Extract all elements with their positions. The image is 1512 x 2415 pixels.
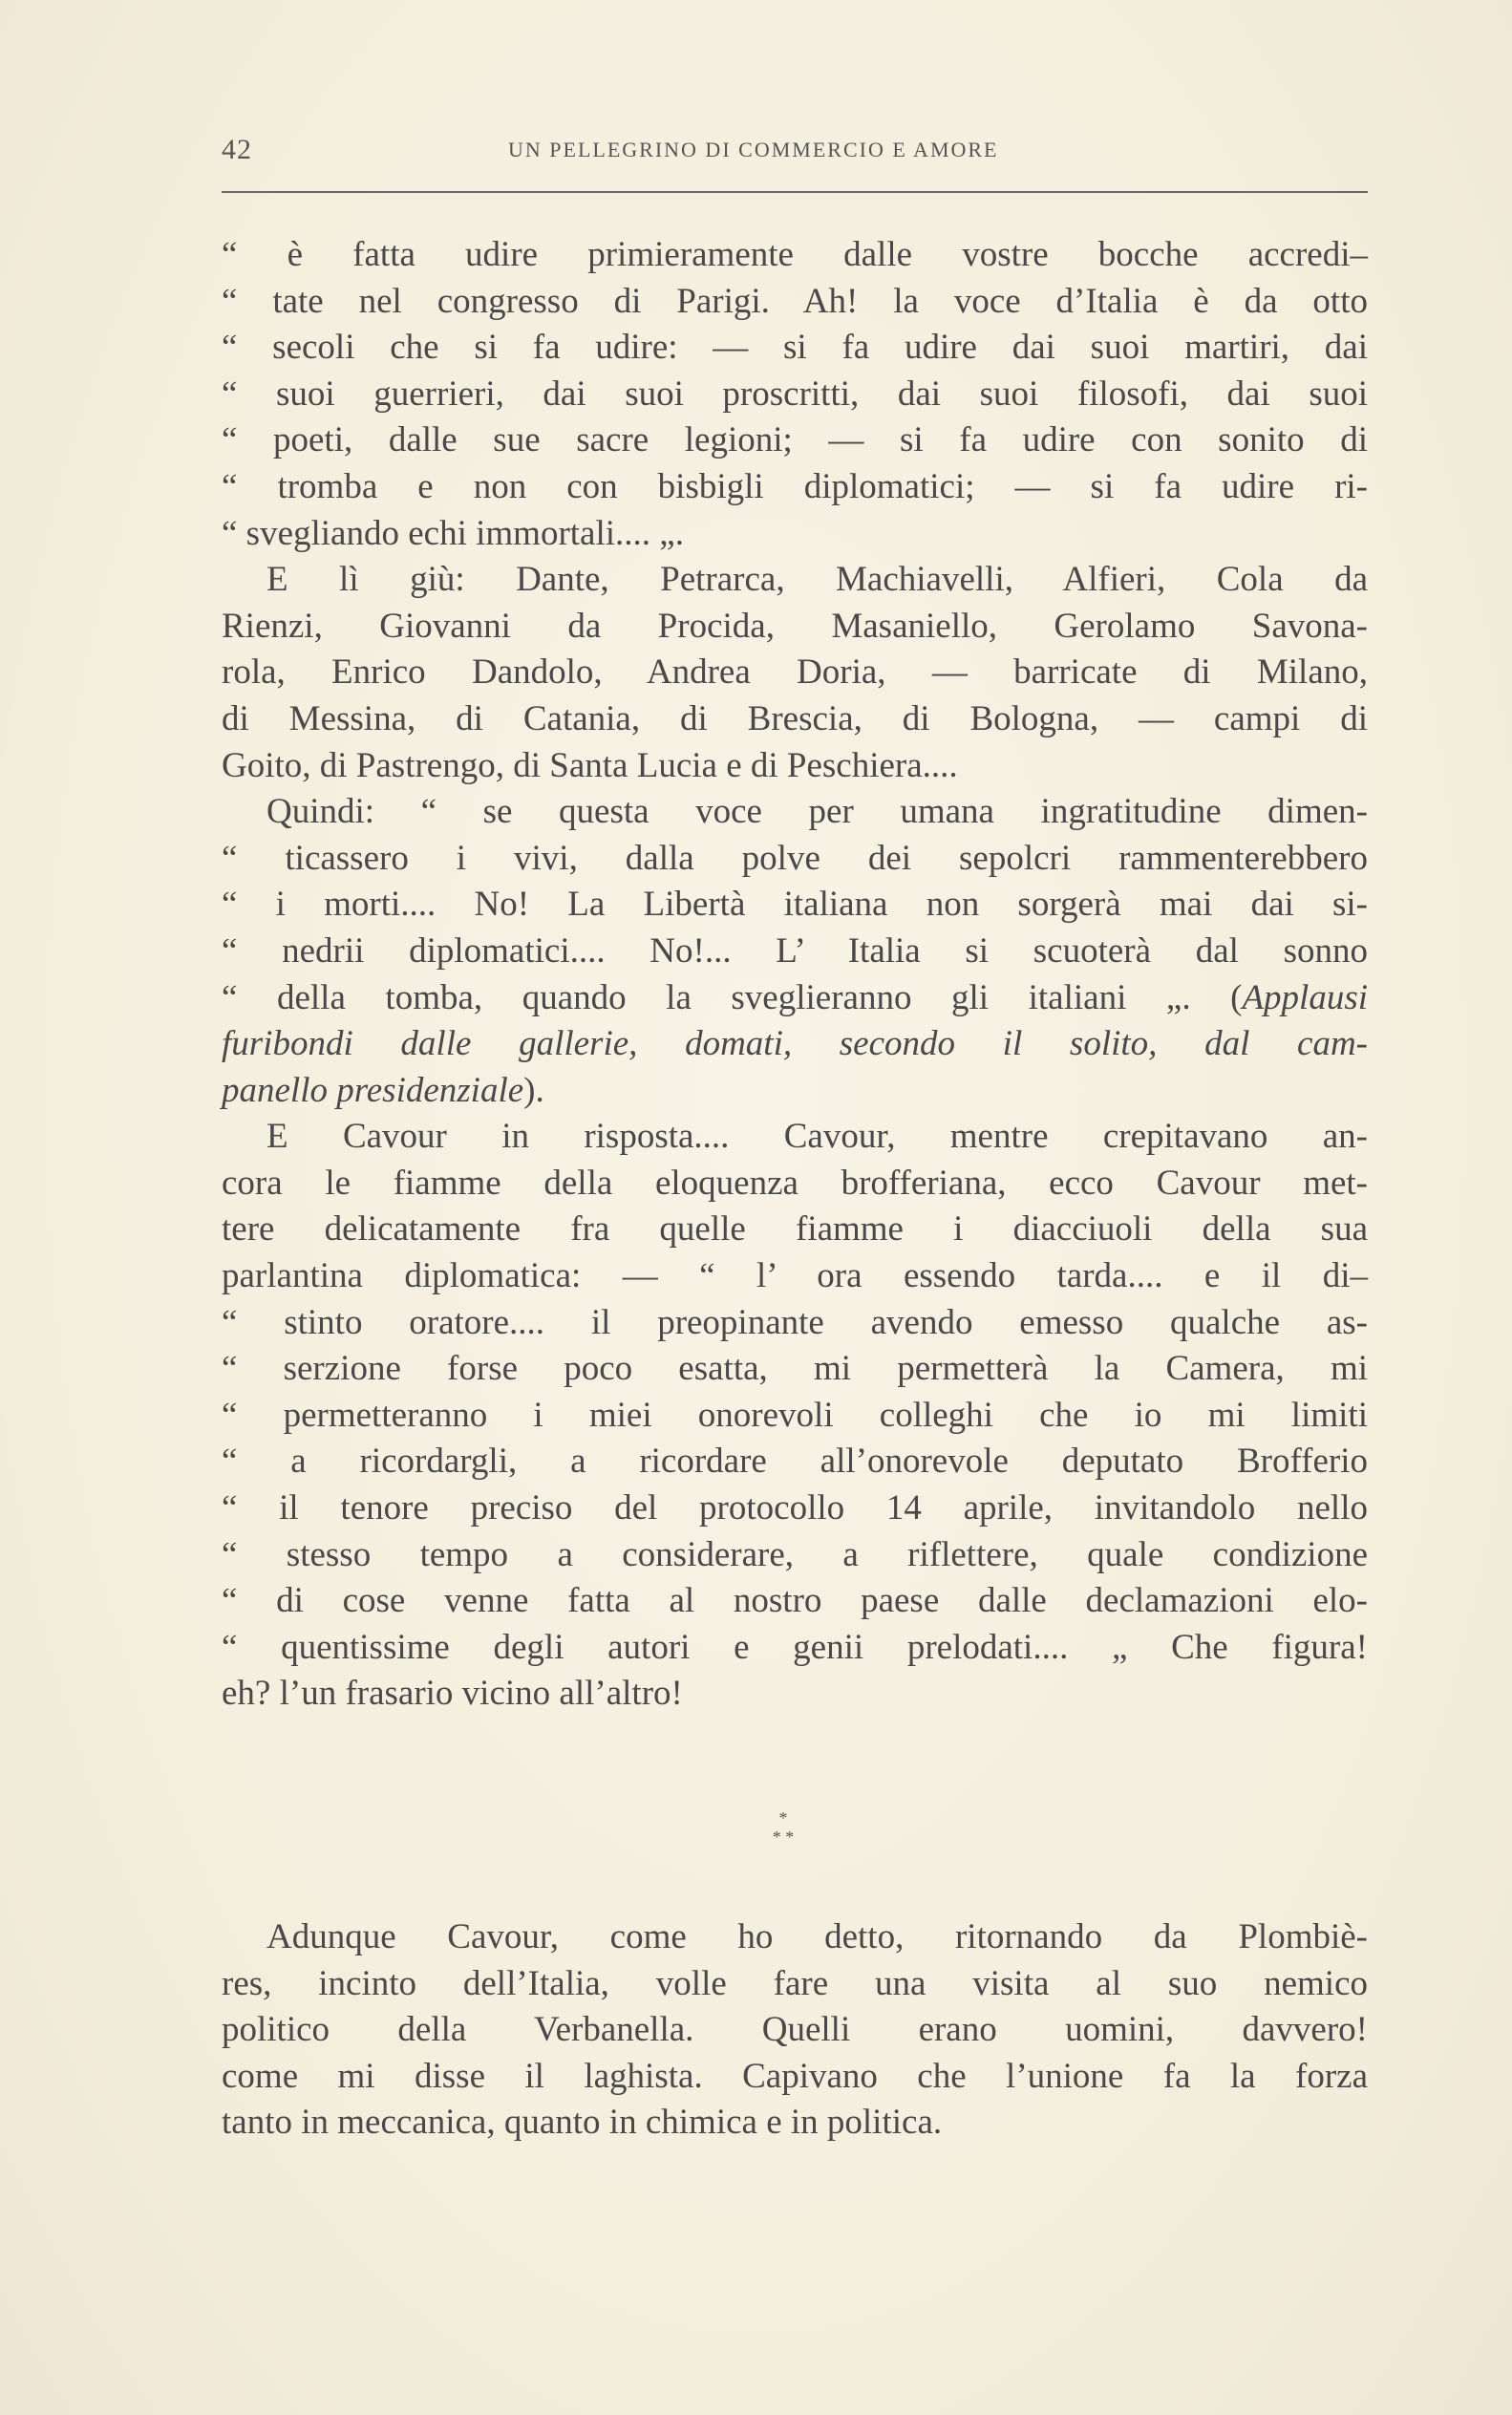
closing-paragraph <box>222 1914 1368 2147</box>
text-line: di Messina, di Catania, di Brescia, di Bologna, — campi di <box>222 698 1368 738</box>
text-line: “ di cose venne fatta al nostro paese dalle declamazioni elo- <box>222 1581 1368 1621</box>
text-line: “ nedrii diplomatici.... No!... L’ Italia si scuoterà dal sonno <box>222 930 1368 971</box>
asterism-bottom: * * <box>772 1827 795 1847</box>
text-line: Adunque Cavour, come ho detto, ritornando da Plombiè- <box>266 1917 1368 1956</box>
text-line: “ quentissime degli autori e genii prelodati.... „ Che figura! <box>222 1627 1368 1667</box>
text-line: Rienzi, Giovanni da Procida, Masaniello, Gerolamo Savona- <box>222 606 1368 646</box>
asterism-separator <box>745 1808 821 1856</box>
text-line: Goito, di Pastrengo, di Santa Lucia e di Peschiera.... <box>222 745 958 785</box>
page-header <box>222 134 1368 172</box>
text-line: “ stinto oratore.... il preopinante avendo emesso qualche as- <box>222 1302 1368 1342</box>
text-line: rola, Enrico Dandolo, Andrea Doria, — barricate di Milano, <box>222 652 1368 693</box>
text-line: “ serzione forse poco esatta, mi permetterà la Camera, mi <box>222 1349 1368 1389</box>
text-line: E lì giù: Dante, Petrarca, Machiavelli, Alfieri, Cola da <box>266 560 1368 600</box>
text-line: “ permetteranno i miei onorevoli colleghi che io mi limiti <box>222 1395 1368 1435</box>
text-line: E Cavour in risposta.... Cavour, mentre crepitavano an- <box>266 1117 1368 1157</box>
text-line: parlantina diplomatica: — “ l’ ora essendo tarda.... e il di– <box>222 1256 1368 1296</box>
text-line: eh? l’un frasario vicino all’altro! <box>222 1674 683 1714</box>
text-line: “ tromba e non con bisbigli diplomatici; — si fa udire ri- <box>222 466 1368 506</box>
italic-span: panello presidenziale <box>222 1070 524 1110</box>
text-line <box>222 1068 1368 1115</box>
page-number: 42 <box>222 134 252 165</box>
text-line: “ suoi guerrieri, dai suoi proscritti, dai suoi filosofi, dai suoi <box>222 374 1368 414</box>
text-line: “ a ricordargli, a ricordare all’onorevole deputato Brofferio <box>222 1442 1368 1482</box>
text-line: cora le fiamme della eloquenza brofferiana, ecco Cavour met- <box>222 1163 1368 1203</box>
running-title: UN PELLEGRINO DI COMMERCIO E AMORE <box>508 138 999 161</box>
text-line: “ svegliando echi immortali.... „. <box>222 513 684 553</box>
text-line: furibondi dalle gallerie, domati, secondo il solito, dal cam- <box>222 1024 1368 1064</box>
text-span: ). <box>523 1070 544 1110</box>
text-line <box>222 975 1368 1022</box>
text-line: tere delicatamente fra quelle fiamme i diacciuoli della sua <box>222 1209 1368 1250</box>
text-line: “ è fatta udire primieramente dalle vostre bocche accredi– <box>222 235 1368 274</box>
asterism-top: * <box>778 1808 788 1827</box>
text-line: Quindi: “ se questa voce per umana ingratitudine dimen- <box>266 792 1368 832</box>
header-rule <box>222 191 1368 193</box>
text-line: “ tate nel congresso di Parigi. Ah! la voce d’Italia è da otto <box>222 281 1368 321</box>
text-line: “ poeti, dalle sue sacre legioni; — si fa udire con sonito di <box>222 420 1368 460</box>
text-line: “ i morti.... No! La Libertà italiana non sorgerà mai dai si- <box>222 885 1368 925</box>
italic-span: Applausi <box>1242 977 1368 1017</box>
text-line: “ ticassero i vivi, dalla polve dei sepolcri rammenterebbero <box>222 838 1368 878</box>
text-line: tanto in meccanica, quanto in chimica e in politica. <box>222 2103 943 2143</box>
text-span: “ della tomba, quando la sveglieranno gli italiani „. ( <box>222 977 1243 1017</box>
text-line: “ secoli che si fa udire: — si fa udire dai suoi martiri, dai <box>222 328 1368 368</box>
text-line: come mi disse il laghista. Capivano che l’unione fa la forza <box>222 2056 1368 2096</box>
text-line: res, incinto dell’Italia, volle fare una visita al suo nemico <box>222 1963 1368 2003</box>
body-text <box>222 232 1368 1718</box>
text-line: politico della Verbanella. Quelli erano uomini, davvero! <box>222 2010 1368 2050</box>
text-line: “ il tenore preciso del protocollo 14 aprile, invitandolo nello <box>222 1488 1368 1528</box>
text-line: “ stesso tempo a considerare, a riflettere, quale condizione <box>222 1534 1368 1574</box>
